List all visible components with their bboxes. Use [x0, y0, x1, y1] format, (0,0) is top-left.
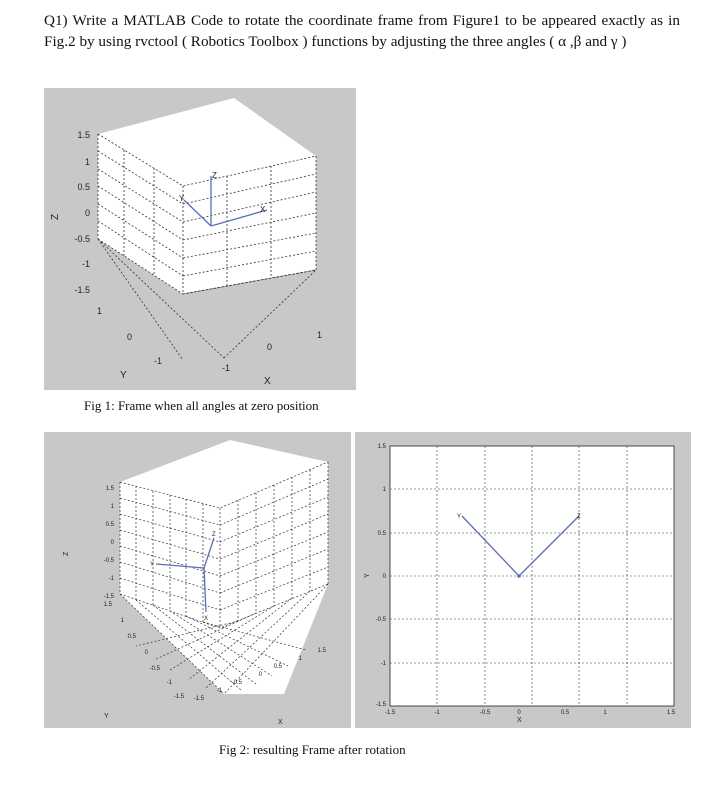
fig1-ztick: -0.5 [74, 234, 90, 244]
fig2b-ytick: -1 [380, 661, 386, 667]
fig1-ztick: 1 [84, 157, 90, 167]
fig2b-xtick: 1 [603, 710, 607, 716]
fig1-ytick: 1 [96, 306, 102, 316]
fig2b-ytick: 1.5 [377, 444, 386, 450]
fig2b-plot [355, 432, 691, 728]
fig2a-zlabel: Z [63, 551, 70, 556]
fig2b-ytick: 0.5 [377, 531, 386, 537]
fig2b-xtick: 1.5 [666, 710, 676, 716]
fig2b-ytick: -0.5 [375, 617, 386, 623]
fig2a-frame-z: Z [212, 532, 216, 538]
fig2b-ytick: 1 [382, 487, 386, 493]
fig2b-xtick: 0.5 [560, 710, 570, 716]
fig1-ytick: -1 [153, 356, 162, 366]
fig1-xlabel: X [264, 376, 271, 387]
fig2a-ytick: -1.5 [173, 694, 184, 700]
fig2a-xtick: 1.5 [317, 648, 326, 654]
fig2b-origin [517, 574, 521, 578]
fig2b-xtick: -0.5 [479, 710, 491, 716]
fig2a-xtick: 0 [258, 672, 262, 678]
fig2b-frame-y: Y [457, 514, 462, 520]
fig1-xtick: 1 [316, 330, 322, 340]
fig2a-xtick: -1.5 [193, 696, 204, 702]
fig1-caption: Fig 1: Frame when all angles at zero position [84, 398, 319, 413]
fig2b-xtick: -1.5 [384, 710, 396, 716]
fig2a-xtick: 1 [298, 656, 302, 662]
fig1-ztick: -1 [81, 259, 90, 269]
fig2a-frame-x: X [204, 616, 209, 622]
fig2b-ytick: 0 [382, 574, 386, 580]
fig2a-plot [44, 432, 351, 728]
fig2b-ytick: -1.5 [375, 702, 386, 708]
fig2b-ylabel: Y [364, 573, 371, 578]
question-text: Q1) Write a MATLAB Code to rotate the coordinate frame from Figure1 to be appeared exactly as in Fig.2 by using rvctool ( Robotics Toolbox ) functions by adjusting the three angles ( α ,β and γ ) [44, 12, 680, 50]
fig1-ztick: 0.5 [77, 182, 90, 192]
fig2a-ztick: -1 [108, 576, 114, 582]
fig2a-ztick: 0.5 [105, 522, 114, 528]
fig1-frame-x: X [260, 205, 266, 214]
fig2b-xtick: 0 [517, 710, 521, 716]
fig2a-ylabel: Y [104, 713, 109, 720]
fig1-panel [44, 88, 356, 390]
fig2a-ytick: 0 [144, 650, 148, 656]
fig1-zlabel: Z [50, 213, 61, 220]
fig2a-xtick: -1 [216, 688, 222, 694]
fig1-frame-z: Z [212, 171, 217, 180]
fig2-caption: Fig 2: resulting Frame after rotation [219, 742, 406, 757]
fig2a-ztick: 1 [110, 504, 114, 510]
fig2b-xtick: -1 [434, 710, 440, 716]
fig2a-frame-y: Y [150, 562, 155, 568]
fig2a-ytick: -0.5 [149, 666, 160, 672]
fig2a-ytick: 1.5 [103, 602, 112, 608]
fig2a-ytick: -1 [166, 680, 172, 686]
fig2a-ztick: 0 [110, 540, 114, 546]
fig1-plot [44, 88, 356, 390]
fig2a-ytick: 1 [120, 618, 124, 624]
fig2a-ytick: 0.5 [127, 634, 136, 640]
fig1-xtick: -1 [221, 363, 230, 373]
fig1-ztick: -1.5 [74, 285, 90, 295]
fig2b-frame-z: Z [577, 514, 581, 520]
fig2a-panel [44, 432, 351, 728]
fig1-ylabel: Y [120, 370, 127, 381]
fig2a-xlabel: X [278, 719, 283, 726]
fig2a-ztick: -0.5 [103, 558, 114, 564]
fig2b-xlabel: X [517, 717, 522, 724]
fig1-ztick: 0 [84, 208, 90, 218]
fig2a-xtick: 0.5 [273, 664, 282, 670]
fig1-ztick: 1.5 [77, 130, 90, 140]
fig2a-ztick: 1.5 [105, 486, 114, 492]
fig1-frame-y: Y [179, 194, 185, 203]
fig1-xtick: 0 [266, 342, 272, 352]
fig2a-xtick: -0.5 [231, 680, 242, 686]
fig2a-ztick: -1.5 [103, 594, 114, 600]
fig2b-panel [355, 432, 691, 728]
fig1-ytick: 0 [126, 332, 132, 342]
